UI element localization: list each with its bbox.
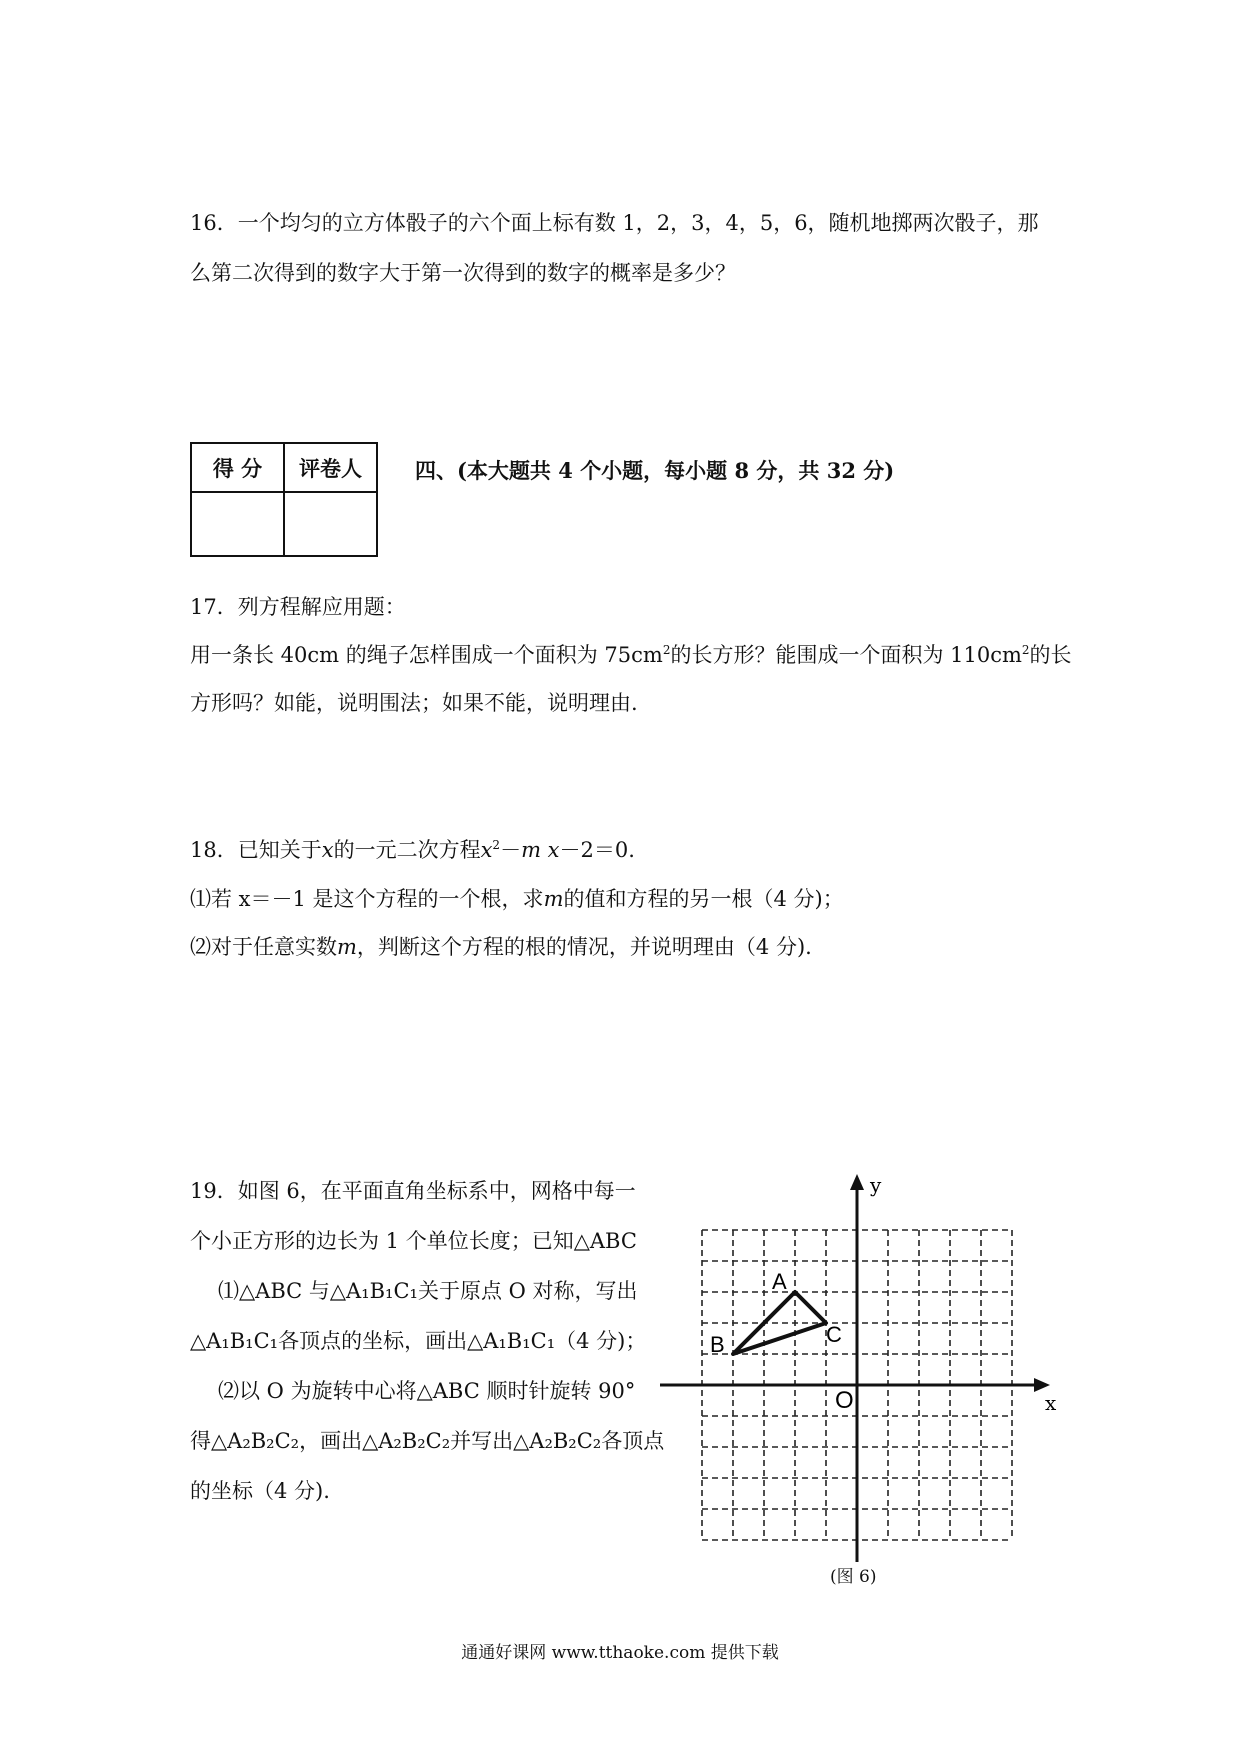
y-axis-label: y — [870, 1173, 882, 1197]
q16-line1: 16．一个均匀的立方体骰子的六个面上标有数 1，2，3，4，5，6，随机地掷两次骰子，那 — [190, 211, 1039, 235]
q19-line5: ⑵以 O 为旋转中心将△ABC 顺时针旋转 90° — [218, 1379, 636, 1403]
q18-part2: ⑵对于任意实数m，判断这个方程的根的情况，并说明理由（4 分). — [190, 935, 812, 959]
q19-line6: 得△A₂B₂C₂，画出△A₂B₂C₂并写出△A₂B₂C₂各顶点 — [190, 1429, 665, 1453]
vertex-a-label: A — [772, 1269, 787, 1294]
q19-line7: 的坐标（4 分). — [190, 1479, 330, 1503]
section-4-title: 四、(本大题共 4 个小题，每小题 8 分，共 32 分) — [415, 458, 895, 483]
q19-line1: 19．如图 6，在平面直角坐标系中，网格中每一 — [190, 1179, 636, 1203]
q16-line2: 么第二次得到的数字大于第一次得到的数字的概率是多少？ — [190, 261, 736, 285]
coordinate-grid-figure — [650, 1170, 1060, 1565]
q17-line1: 17．列方程解应用题： — [190, 595, 406, 619]
vertex-b-label: B — [710, 1332, 725, 1357]
vertex-c-label: C — [826, 1322, 842, 1347]
q19-line3: ⑴△ABC 与△A₁B₁C₁关于原点 O 对称，写出 — [218, 1279, 638, 1303]
q17-line2: 用一条长 40cm 的绳子怎样围成一个面积为 $75cm^2$的长方形？能围成一个面积为 $110cm^2$的长 — [190, 643, 1072, 667]
grader-cell[interactable] — [284, 492, 377, 556]
footer: 通通好课网 www.tthaoke.com 提供下载 — [461, 1643, 779, 1663]
grader-header: 评卷人 — [284, 443, 377, 492]
score-cell[interactable] — [191, 492, 284, 556]
q19-line4: △A₁B₁C₁各顶点的坐标，画出△A₁B₁C₁（4 分)； — [190, 1329, 647, 1353]
q19-line2: 个小正方形的边长为 1 个单位长度；已知△ABC — [190, 1229, 637, 1253]
q17-line3: 方形吗？如能，说明围法；如果不能，说明理由. — [190, 691, 638, 715]
q18-part1: ⑴若 x＝－1 是这个方程的一个根，求m的值和方程的另一根（4 分)； — [190, 887, 844, 911]
origin-label: O — [835, 1387, 854, 1414]
q18-stem: 18．已知关于x的一元二次方程$x^2-m$ x－2＝0. — [190, 838, 635, 862]
x-axis-label: x — [1045, 1391, 1057, 1415]
score-table — [190, 442, 378, 557]
score-header: 得 分 — [191, 443, 284, 492]
y-axis-arrow — [850, 1174, 864, 1190]
figure-caption: (图 6) — [830, 1567, 877, 1587]
x-axis-arrow — [1034, 1378, 1050, 1392]
